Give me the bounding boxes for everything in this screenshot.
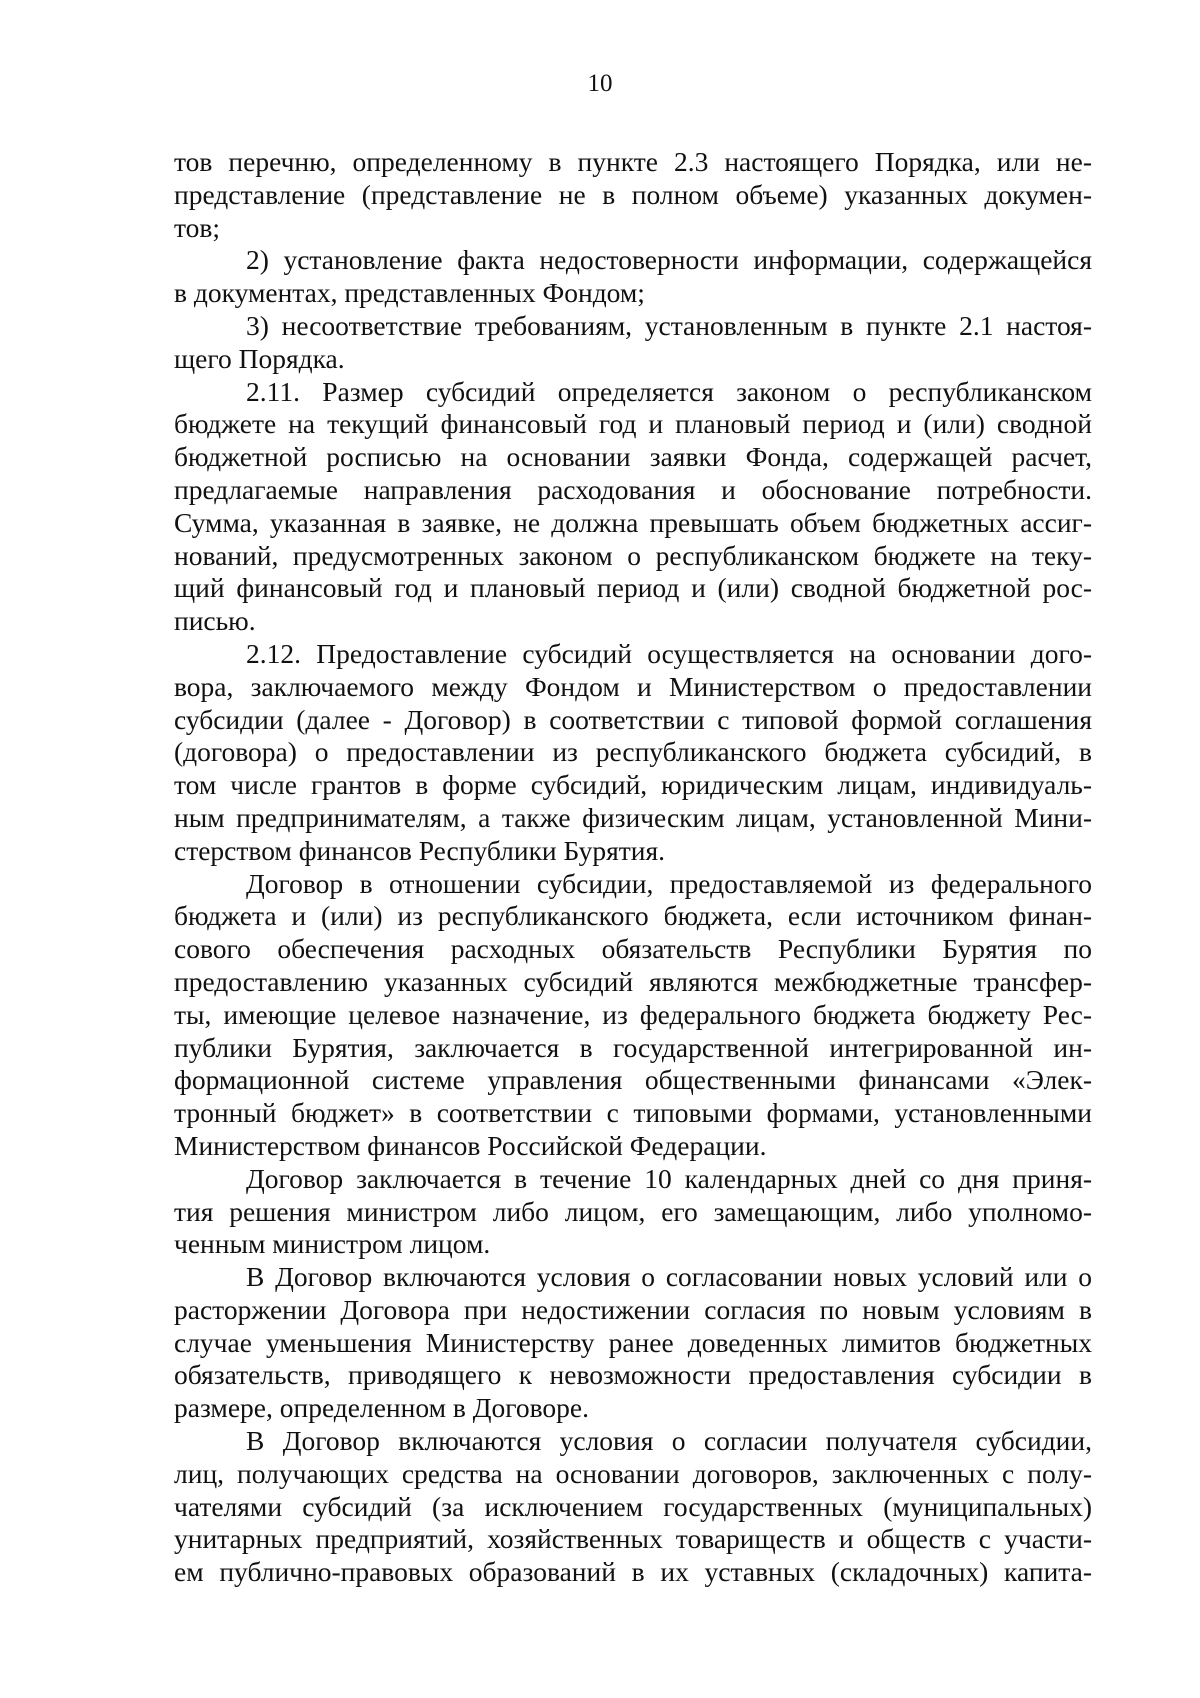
- text-line: представление (представление не в полном объеме) указанных докумен-: [174, 178, 1092, 210]
- text-line: В Договор включаются условия о согласовании новых условий или о: [246, 1261, 1092, 1293]
- text-line: публики Бурятия, заключается в государственной интегрированной ин-: [174, 1031, 1092, 1063]
- text-line: (договора) о предоставлении из республиканского бюджета субсидий, в: [174, 736, 1092, 768]
- text-line: тия решения министром либо лицом, его замещающим, либо уполномо-: [174, 1195, 1092, 1227]
- text-line: 2.11. Размер субсидий определяется законом о республиканском: [246, 375, 1092, 407]
- page-number: 10: [587, 70, 613, 97]
- text-line: формационной системе управления общественными финансами «Элек-: [174, 1064, 1092, 1096]
- text-line: субсидии (далее - Договор) в соответствии с типовой формой соглашения: [174, 703, 1092, 735]
- text-line: в документах, представленных Фондом;: [174, 277, 645, 309]
- text-line: обязательств, приводящего к невозможности предоставления субсидии в: [174, 1359, 1092, 1391]
- text-line: предоставлению указанных субсидий являются межбюджетные трансфер-: [174, 965, 1092, 997]
- text-line: сового обеспечения расходных обязательств Республики Бурятия по: [174, 933, 1092, 965]
- text-line: щий финансовый год и плановый период и (или) сводной бюджетной рос-: [174, 572, 1092, 604]
- text-line: бюджете на текущий финансовый год и плановый период и (или) сводной: [174, 408, 1092, 440]
- text-line: 2) установление факта недостоверности информации, содержащейся: [246, 244, 1092, 276]
- text-line: Сумма, указанная в заявке, не должна превышать объем бюджетных ассиг-: [174, 506, 1092, 538]
- text-line: ем публично-правовых образований в их уставных (складочных) капита-: [174, 1556, 1092, 1588]
- text-line: том числе грантов в форме субсидий, юридическим лицам, индивидуаль-: [174, 769, 1092, 801]
- paragraph: [174, 638, 1092, 868]
- text-line: Договор заключается в течение 10 календарных дней со дня приня-: [246, 1162, 1092, 1194]
- text-line: Министерством финансов Российской Федерации.: [174, 1129, 767, 1161]
- text-line: тов;: [174, 211, 221, 243]
- text-line: бюджета и (или) из республиканского бюджета, если источником финан-: [174, 900, 1092, 932]
- text-line: 3) несоответствие требованиям, установленным в пункте 2.1 настоя-: [246, 309, 1092, 341]
- text-line: стерством финансов Республики Бурятия.: [174, 834, 666, 866]
- text-line: ным предпринимателям, а также физическим лицам, установленной Мини-: [174, 801, 1092, 833]
- text-line: тов перечню, определенному в пункте 2.3 настоящего Порядка, или не-: [174, 146, 1092, 177]
- paragraph: [174, 1261, 1092, 1425]
- document-body: [174, 146, 1092, 1589]
- paragraph: [174, 1425, 1092, 1589]
- paragraph: [174, 868, 1092, 1163]
- text-line: бюджетной росписью на основании заявки Фонда, содержащей расчет,: [174, 441, 1092, 473]
- text-line: щего Порядка.: [174, 342, 345, 374]
- text-line: писью.: [174, 605, 256, 637]
- text-line: унитарных предприятий, хозяйственных товариществ и обществ с участи-: [174, 1523, 1092, 1555]
- paragraph: [174, 376, 1092, 638]
- paragraph: [174, 146, 1092, 244]
- paragraph: [174, 244, 1092, 310]
- text-line: предлагаемые направления расходования и обоснование потребности.: [174, 473, 1092, 505]
- text-line: чателями субсидий (за исключением государственных (муниципальных): [174, 1490, 1092, 1522]
- text-line: лиц, получающих средства на основании договоров, заключенных с полу-: [174, 1457, 1092, 1489]
- text-line: размере, определенном в Договоре.: [174, 1392, 589, 1424]
- text-line: 2.12. Предоставление субсидий осуществляется на основании дого-: [246, 637, 1092, 669]
- paragraph: [174, 310, 1092, 376]
- text-line: ты, имеющие целевое назначение, из федерального бюджета бюджету Рес-: [174, 998, 1092, 1030]
- paragraph: [174, 1163, 1092, 1261]
- text-line: ченным министром лицом.: [174, 1228, 491, 1260]
- text-line: вора, заключаемого между Фондом и Министерством о предоставлении: [174, 670, 1092, 702]
- text-line: Договор в отношении субсидии, предоставляемой из федерального: [246, 867, 1092, 899]
- text-line: случае уменьшения Министерству ранее доведенных лимитов бюджетных: [174, 1326, 1092, 1358]
- text-line: тронный бюджет» в соответствии с типовыми формами, установленными: [174, 1097, 1092, 1129]
- text-line: нований, предусмотренных законом о республиканском бюджете на теку-: [174, 539, 1092, 571]
- text-line: В Договор включаются условия о согласии получателя субсидии,: [246, 1425, 1092, 1457]
- text-line: расторжении Договора при недостижении согласия по новым условиям в: [174, 1293, 1092, 1325]
